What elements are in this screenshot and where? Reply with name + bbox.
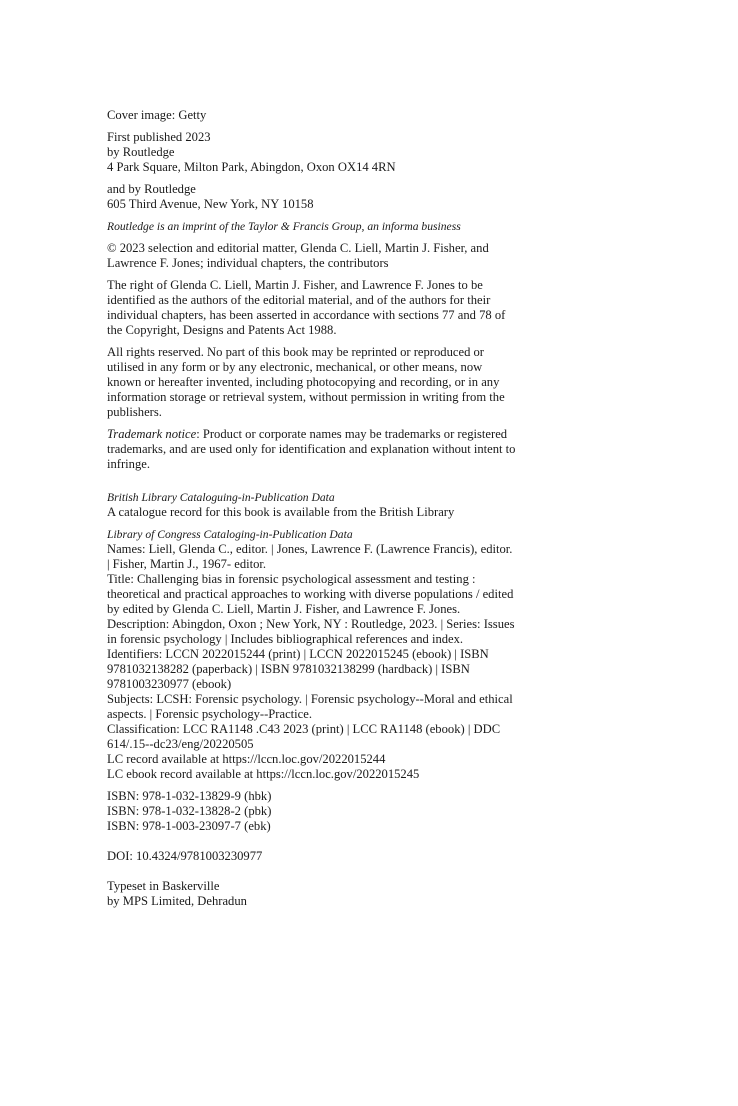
copyright-notice — [107, 241, 517, 271]
cover-image-credit — [107, 108, 517, 123]
loc-title: Title: Challenging bias in forensic psychological assessment and testing : theoretical and practical approaches to working with diverse populations / edited by edited by Glenda C. Liell, Martin J. Fisher, and Lawrence F. Jones. — [107, 572, 514, 616]
british-library-block — [107, 490, 517, 520]
publisher-line: by Routledge — [107, 145, 175, 159]
doi-block — [107, 849, 517, 864]
typeset-block — [107, 879, 517, 909]
loc-names: Names: Liell, Glenda C., editor. | Jones, Lawrence F. (Lawrence Francis), editor. | Fisher, Martin J., 1967- editor. — [107, 542, 513, 571]
trademark-text: : Product or corporate names may be trademarks or registered trademarks, and are used only for identification and explanation without intent to infringe. — [107, 427, 516, 471]
isbn-ebook: ISBN: 978-1-003-23097-7 (ebk) — [107, 819, 271, 833]
trademark-notice — [107, 427, 517, 472]
loc-subjects: Subjects: LCSH: Forensic psychology. | Forensic psychology--Moral and ethical aspects. | Forensic psychology--Practice. — [107, 692, 513, 721]
loc-heading: Library of Congress Cataloging-in-Publication Data — [107, 528, 353, 541]
british-library-text: A catalogue record for this book is available from the British Library — [107, 505, 455, 519]
imprint-notice — [107, 219, 517, 234]
publisher-address-uk: 4 Park Square, Milton Park, Abingdon, Oxon OX14 4RN — [107, 160, 396, 174]
typeset-font-line: Typeset in Baskerville — [107, 879, 220, 893]
typesetter-line: by MPS Limited, Dehradun — [107, 894, 247, 908]
first-published-block — [107, 130, 517, 175]
copyright-page — [107, 108, 517, 916]
first-published-line: First published 2023 — [107, 130, 211, 144]
trademark-label: Trademark notice — [107, 427, 197, 441]
also-publisher-line: and by Routledge — [107, 182, 196, 196]
moral-rights-text: The right of Glenda C. Liell, Martin J. Fisher, and Lawrence F. Jones to be identified as the authors of the editorial material, and of the authors for their individual chapters, has been asserted in accordance with sections 77 and 78 of the Copyright, Designs and Patents Act 1988. — [107, 278, 506, 337]
isbn-block — [107, 789, 517, 834]
moral-rights-notice — [107, 278, 517, 338]
loc-description: Description: Abingdon, Oxon ; New York, NY : Routledge, 2023. | Series: Issues in forensic psychology | Includes bibliographical references and index. — [107, 617, 515, 646]
doi-text: DOI: 10.4324/9781003230977 — [107, 849, 263, 863]
isbn-hardback: ISBN: 978-1-032-13829-9 (hbk) — [107, 789, 272, 803]
copyright-text: © 2023 selection and editorial matter, Glenda C. Liell, Martin J. Fisher, and Lawrence F. Jones; individual chapters, the contributors — [107, 241, 489, 270]
imprint-notice-text: Routledge is an imprint of the Taylor & Francis Group, an informa business — [107, 220, 461, 233]
loc-record-link: LC record available at https://lccn.loc.gov/2022015244 — [107, 752, 386, 766]
cover-image-text: Cover image: Getty — [107, 108, 207, 122]
loc-ebook-record-link: LC ebook record available at https://lccn.loc.gov/2022015245 — [107, 767, 420, 781]
rights-reserved-text: All rights reserved. No part of this book may be reprinted or reproduced or utilised in any form or by any electronic, mechanical, or other means, now known or hereafter invented, including photocopying and recording, or in any information storage or retrieval system, without permission in writing from the publishers. — [107, 345, 505, 419]
loc-classification: Classification: LCC RA1148 .C43 2023 (print) | LCC RA1148 (ebook) | DDC 614/.15--dc23/eng/20220505 — [107, 722, 501, 751]
rights-reserved-notice — [107, 345, 517, 420]
loc-cip-block — [107, 527, 517, 782]
british-library-heading: British Library Cataloguing-in-Publication Data — [107, 491, 335, 504]
loc-identifiers: Identifiers: LCCN 2022015244 (print) | LCCN 2022015245 (ebook) | ISBN 9781032138282 (paperback) | ISBN 9781032138299 (hardback) | ISBN 9781003230977 (ebook) — [107, 647, 489, 691]
isbn-paperback: ISBN: 978-1-032-13828-2 (pbk) — [107, 804, 272, 818]
publisher-address-us: 605 Third Avenue, New York, NY 10158 — [107, 197, 314, 211]
also-published-block — [107, 182, 517, 212]
trademark-paragraph — [107, 427, 517, 472]
